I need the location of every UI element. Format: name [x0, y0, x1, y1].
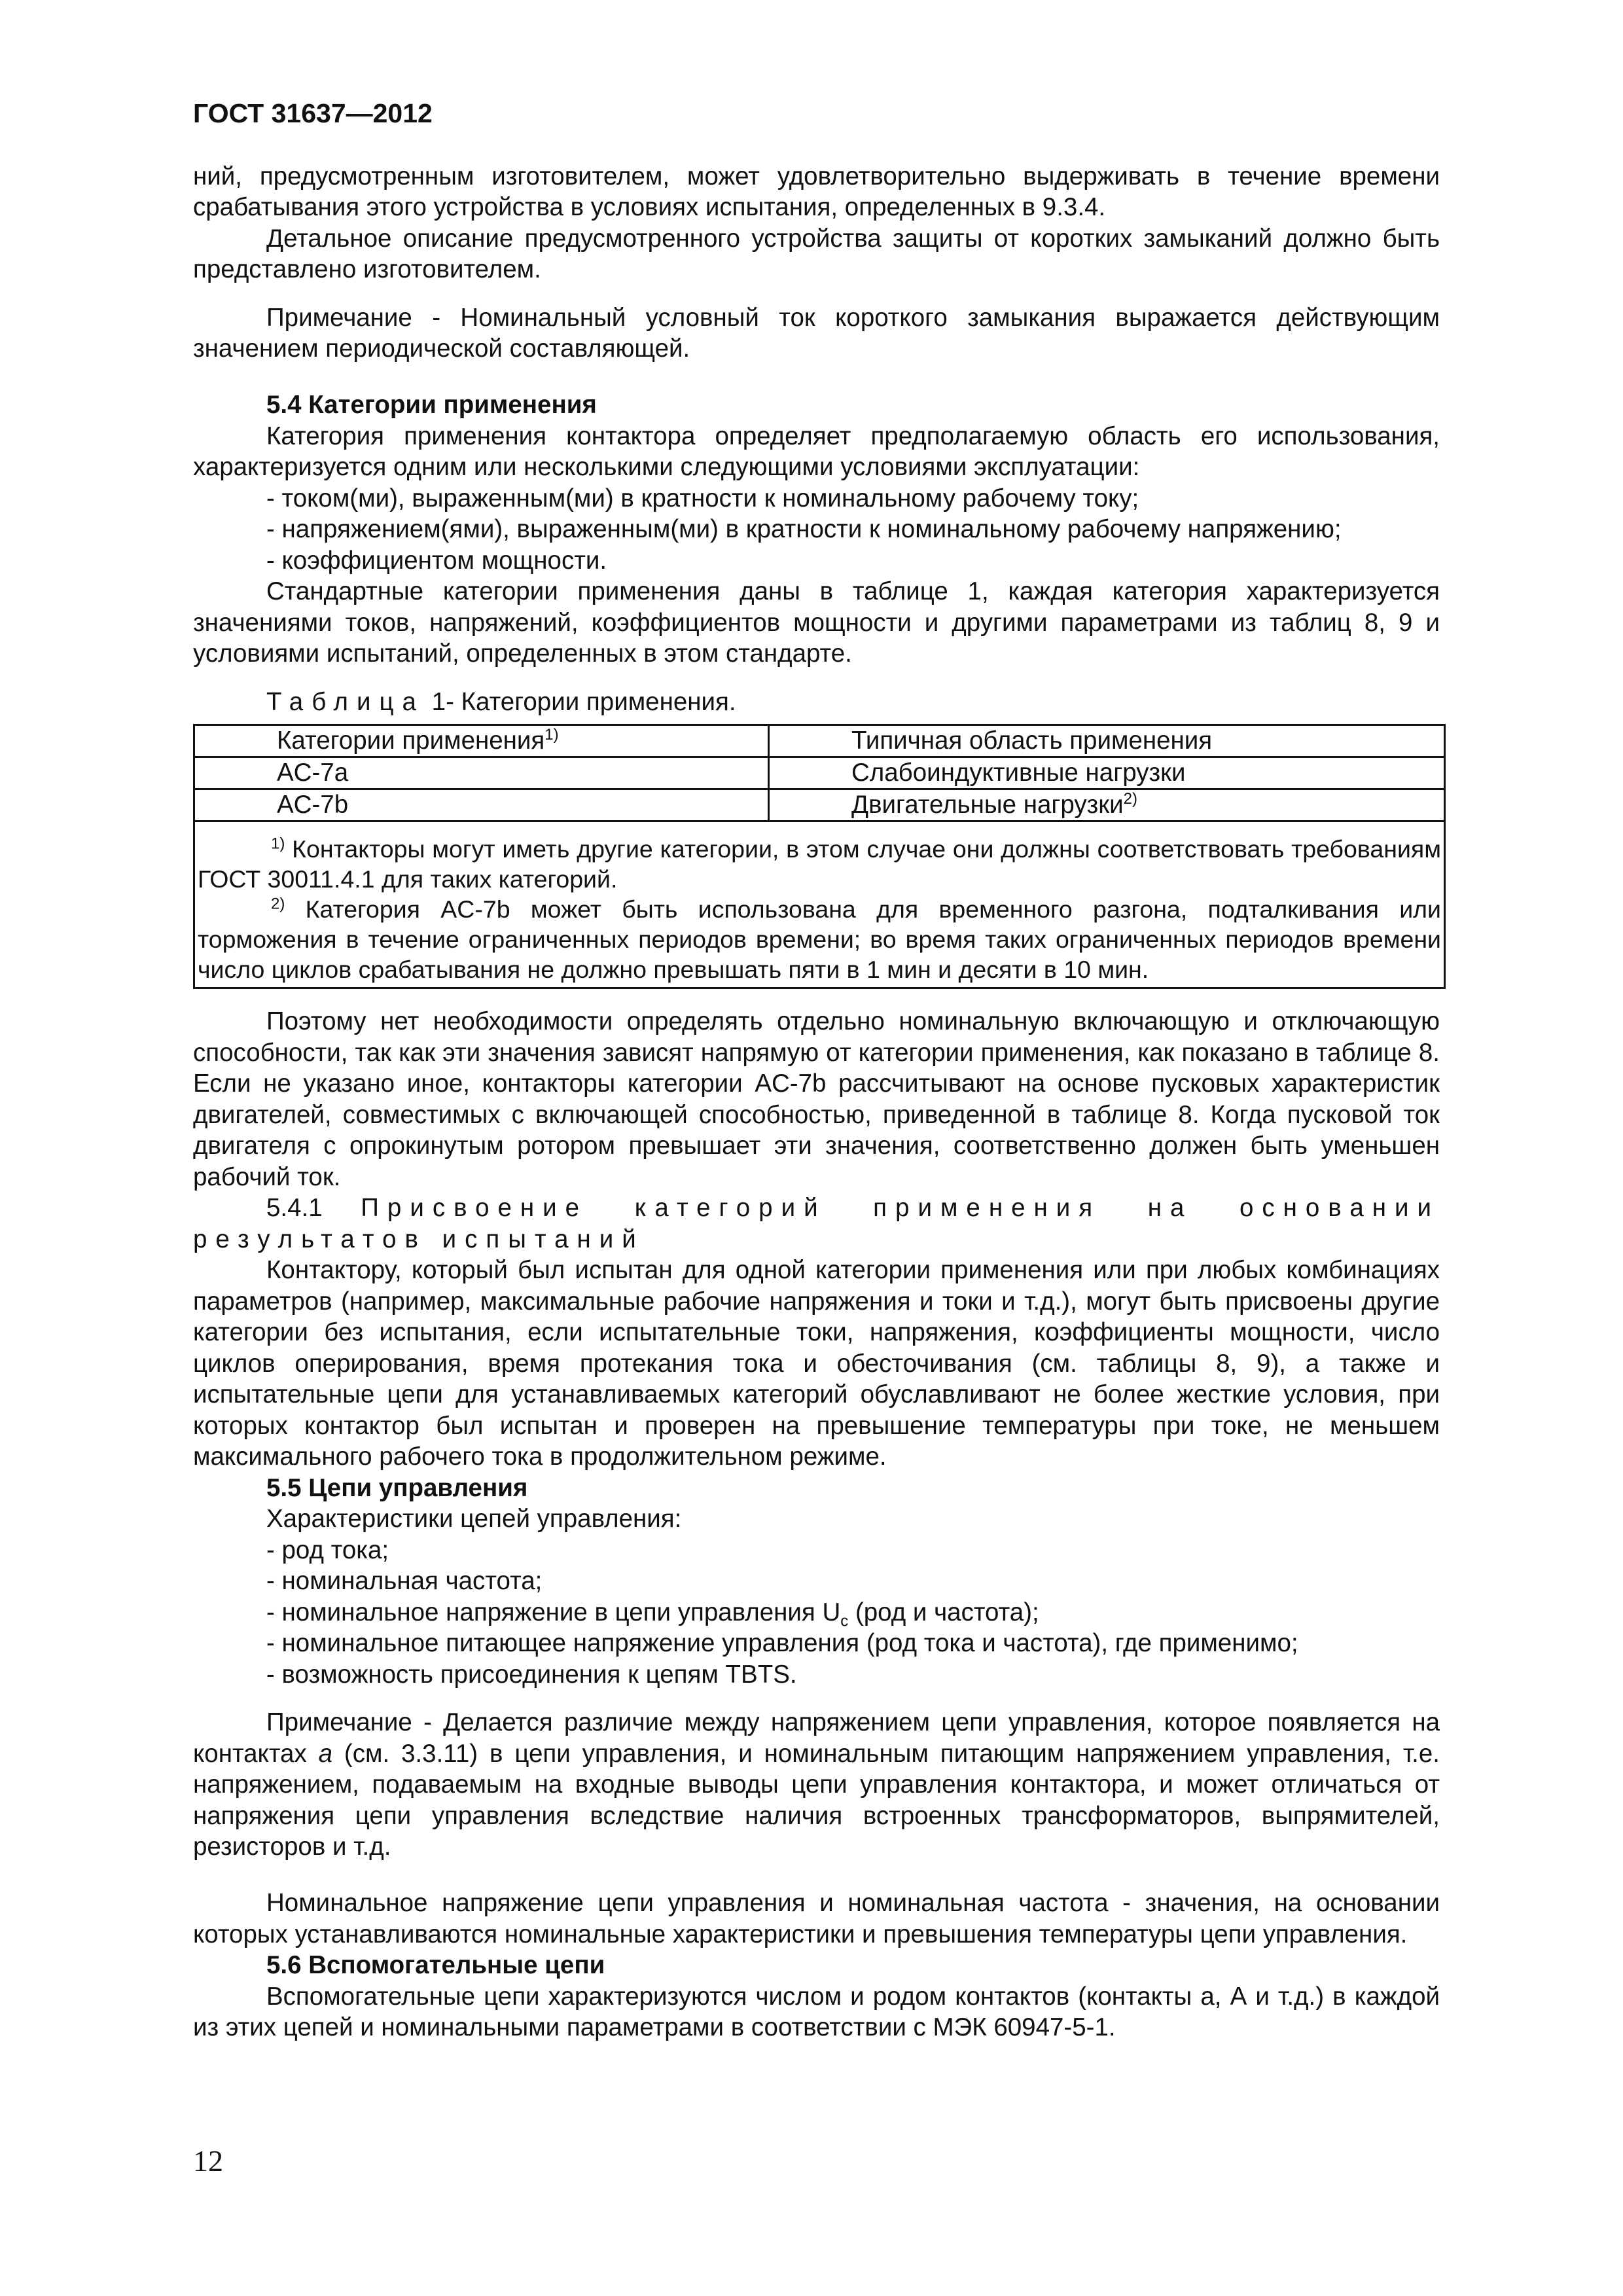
footnote-mark: 2) [1123, 790, 1137, 808]
table-header-cell: Категории применения$^{1)}$ [194, 725, 769, 757]
section-5-4-standard-categories: Стандартные категории применения даны в таблице 1, каждая категория характеризуется значениями токов, напряжений, коэффициентов мощности и другими параметрами из таблиц 8, 9 и условиями испытаний, определенных в этом стандарте. [193, 577, 1440, 668]
footnote-2: $^{2)}$ Категория AC-7b может быть использована для временного разгона, подталкивания или торможения в течение ограниченных периодов времени; во время таких ограниченных периодов времени число циклов срабатывания не должно превышать пяти в 1 мин и десяти в 10 мин. [198, 895, 1441, 983]
paragraph-therefore: Поэтому нет необходимости определять отдельно номинальную включающую и отключающую способности, так как эти значения зависят напрямую от категории применения, как показано в таблице 8. Если не указано иное, контакторы категории AC-7b рассчитывают на основе пусковых характеристик двигателей, совместимых с включающей способностью, приведенной в таблице 8. Когда пусковой ток двигателя с опрокинутым ротором превышает эти значения, соответственно должен быть уменьшен рабочий ток. [193, 1007, 1440, 1191]
list-item: - возможность присоединения к цепям TBTS. [266, 1660, 797, 1689]
document-header: ГОСТ 31637—2012 [193, 98, 433, 128]
paragraph-continuation: ний, предусмотренным изготовителем, может удовлетворительно выдерживать в течение времени срабатывания этого устройства в условиях испытания, определенных в 9.3.4. [193, 162, 1440, 221]
section-5-5-heading: 5.5 Цепи управления [266, 1473, 528, 1502]
footnote-1: $^{1)}$ Контакторы могут иметь другие категории, в этом случае они должны соответствовать требованиям ГОСТ 30011.4.1 для таких категорий. [198, 834, 1441, 893]
paragraph-device-description: Детальное описание предусмотренного устройства защиты от коротких замыканий должно быть представлено изготовителем. [193, 224, 1440, 283]
table-row [194, 757, 1445, 789]
note-short-circuit: Примечание - Номинальный условный ток короткого замыкания выражается действующим значением периодической составляющей. [193, 303, 1440, 363]
table-1-categories [193, 724, 1446, 989]
table-row [194, 789, 1445, 821]
section-5-6-text: Вспомогательные цепи характеризуются числом и родом контактов (контакты а, А и т.д.) в каждой из этих цепей и номинальными параметрами в соответствии с МЭК 60947-5-1. [193, 1982, 1440, 2041]
list-item: - номинальное питающее напряжение управления (род тока и частота), где применимо; [266, 1629, 1298, 1657]
table-cell: Двигательные нагрузки$^{2)}$ [769, 789, 1445, 821]
paragraph-nominal-voltage: Номинальное напряжение цепи управления и номинальная частота - значения, на основании которых устанавливаются номинальные характеристики и превышения температуры цепи управления. [193, 1889, 1440, 1948]
table-cell: AC-7b [194, 789, 769, 821]
footnote-mark: 1) [544, 726, 559, 744]
list-item: - коэффициентом мощности. [266, 546, 607, 575]
section-5-6-heading: 5.6 Вспомогательные цепи [266, 1951, 605, 1979]
table-footnotes-row [194, 821, 1445, 988]
table-header-row [194, 725, 1445, 757]
section-5-4-heading: 5.4 Категории применения [266, 391, 597, 419]
section-5-4-1-heading: 5.4.1 Присвоение категорий применения на основании результатов испытаний [193, 1194, 1440, 1253]
table-1-caption [193, 687, 1440, 718]
table-footnotes [194, 821, 1445, 988]
table-cell: AC-7a [194, 757, 769, 789]
table-caption-word: Таблица [266, 687, 425, 716]
list-item: - номинальная частота; [266, 1567, 543, 1595]
table-cell: Слабоиндуктивные нагрузки [769, 757, 1445, 789]
section-5-4-1-text: Контактору, который был испытан для одной категории применения или при любых комбинациях параметров (например, максимальные рабочие напряжения и токи и т.д.), могут быть присвоены другие категории без испытания, если испытательные токи, напряжения, коэффициенты мощности, число циклов оперирования, время протекания тока и обесточивания (см. таблицы 8, 9), а также и испытательные цепи для устанавливаемых категорий обуславливают не более жесткие условия, при которых контактор был испытан и проверен на превышение температуры при токе, не меньшем максимального рабочего тока в продолжительном режиме. [193, 1256, 1440, 1471]
document-page [193, 98, 1440, 2043]
page-number: 12 [193, 2144, 223, 2178]
table-header-cell: Типичная область применения [769, 725, 1445, 757]
list-item: - род тока; [266, 1535, 389, 1564]
section-5-5-intro: Характеристики цепей управления: [266, 1505, 682, 1533]
list-item: - током(ми), выраженным(ми) в кратности к номинальному рабочему току; [266, 484, 1139, 512]
list-item: - номинальное напряжение в цепи управления $U_c$ (род и частота); [266, 1598, 1039, 1630]
table-caption-text: 1- Категории применения. [424, 687, 736, 716]
note-control-voltage: Примечание - Делается различие между напряжением цепи управления, которое появляется на контактах a (см. 3.3.11) в цепи управления, и номинальным питающим напряжением управления, т.е. напряжением, подаваемым на входные выводы цепи управления контактора, и может отличаться от напряжения цепи управления вследствие наличия встроенных трансформаторов, выпрямителей, резисторов и т.д. [193, 1708, 1440, 1861]
section-5-4-intro: Категория применения контактора определяет предполагаемую область его использования, характеризуется одним или несколькими следующими условиями эксплуатации: [193, 422, 1440, 481]
list-item: - напряжением(ями), выраженным(ми) в кратности к номинальному рабочему напряжению; [266, 515, 1342, 543]
